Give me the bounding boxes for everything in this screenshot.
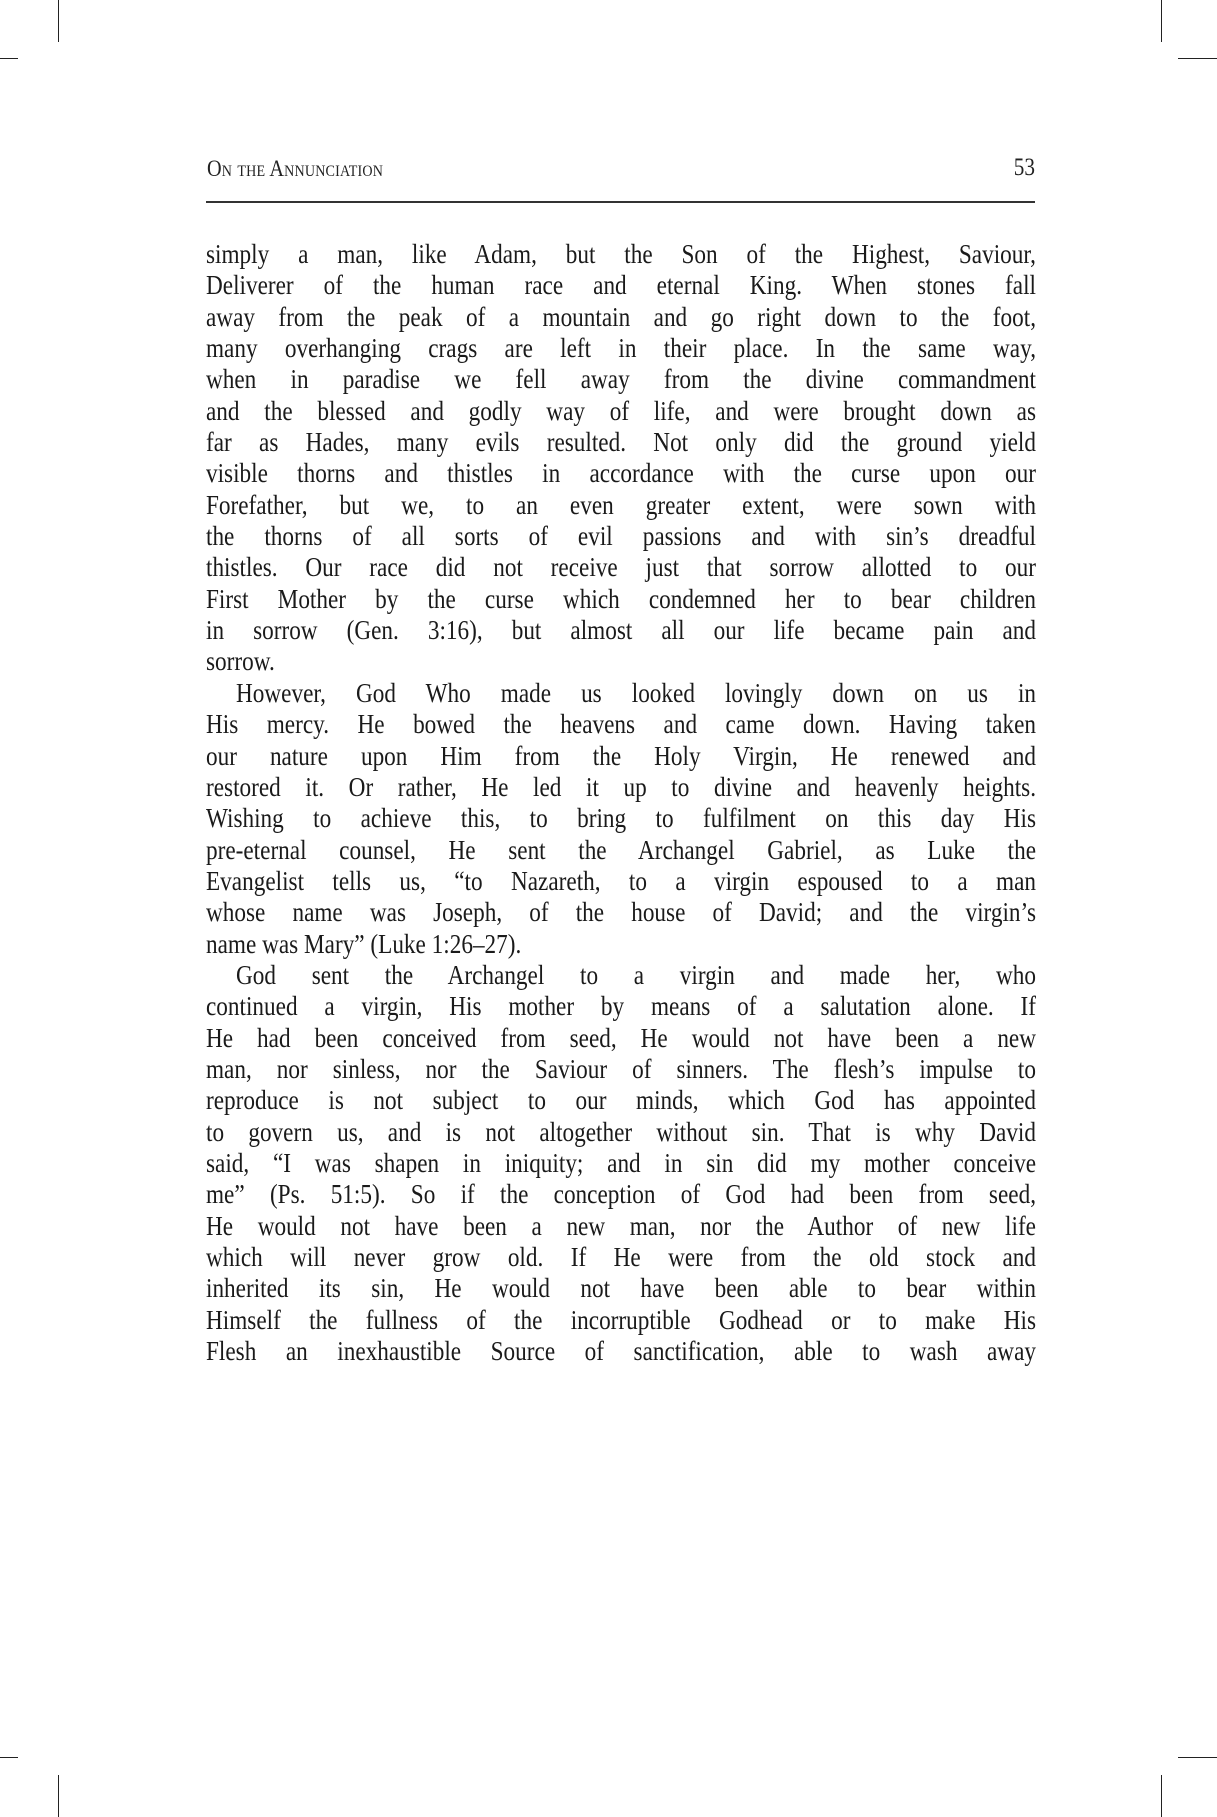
text-line-content: sorrow. <box>206 646 275 677</box>
crop-mark-top-left-horizontal <box>0 58 18 59</box>
text-line-content: inherited its sin, He would not have been able to bear within <box>206 1273 1036 1304</box>
text-line <box>206 1211 1036 1242</box>
text-line-content: whose name was Joseph, of the house of David; and the virgin’s <box>206 897 1036 928</box>
text-line <box>206 521 1036 552</box>
text-line-content: away from the peak of a mountain and go right down to the foot, <box>206 301 1037 332</box>
text-line-content: man, nor sinless, nor the Saviour of sinners. The flesh’s impulse to <box>206 1053 1037 1084</box>
crop-mark-bottom-left-vertical <box>58 1775 59 1817</box>
text-line-content: His mercy. He bowed the heavens and came down. Having taken <box>206 709 1037 740</box>
text-line <box>206 678 1036 709</box>
text-line <box>206 552 1036 583</box>
text-line <box>206 270 1036 301</box>
text-line <box>206 333 1036 364</box>
text-line <box>206 741 1036 772</box>
text-line <box>206 1117 1036 1148</box>
text-line-content: Himself the fullness of the incorruptible Godhead or to make His <box>206 1304 1036 1335</box>
crop-mark-bottom-left-horizontal <box>0 1757 18 1758</box>
text-line-content: which will never grow old. If He were from the old stock and <box>206 1242 1037 1272</box>
crop-mark-top-left-vertical <box>58 0 59 42</box>
text-line <box>206 615 1036 646</box>
text-line <box>206 929 1036 960</box>
text-line-content: me” (Ps. 51:5). So if the conception of God had been from seed, <box>206 1179 1037 1210</box>
text-line-content: our nature upon Him from the Holy Virgin, He renewed and <box>206 740 1036 771</box>
text-line-content: thistles. Our race did not receive just that sorrow allotted to our <box>206 552 1036 583</box>
text-line <box>206 803 1036 834</box>
text-line <box>206 897 1036 928</box>
text-line <box>206 866 1036 897</box>
text-line <box>206 835 1036 866</box>
body-text <box>206 239 1036 1367</box>
text-line-content: to govern us, and is not altogether without sin. That is why David <box>206 1116 1037 1147</box>
page-number: 53 <box>1013 154 1035 181</box>
text-line <box>206 427 1036 458</box>
text-line <box>206 1148 1036 1179</box>
text-line <box>206 1336 1036 1367</box>
text-line <box>206 1242 1036 1273</box>
text-line-content: and the blessed and godly way of life, and were brought down as <box>206 395 1036 426</box>
text-line-content: name was Mary” (Luke 1:26–27). <box>206 928 522 959</box>
text-line-content: He would not have been a new man, nor the Author of new life <box>206 1210 1036 1241</box>
text-line-content: Evangelist tells us, “to Nazareth, to a virgin espoused to a man <box>206 865 1036 896</box>
text-line-content: However, God Who made us looked lovingly down on us in <box>236 677 1037 708</box>
text-line <box>206 302 1036 333</box>
text-line-content: in sorrow (Gen. 3:16), but almost all our life became pain and <box>206 615 1036 646</box>
crop-mark-bottom-right-vertical <box>1161 1775 1162 1817</box>
text-line-content: Wishing to achieve this, to bring to fulfilment on this day His <box>206 803 1036 834</box>
running-title: On the Annunciation <box>207 156 384 181</box>
text-line <box>206 1054 1036 1085</box>
text-line-content: many overhanging crags are left in their place. In the same way, <box>206 333 1037 364</box>
text-line-content: reproduce is not subject to our minds, which God has appointed <box>206 1085 1037 1116</box>
running-head <box>207 152 1035 188</box>
text-line-content: simply a man, like Adam, but the Son of the Highest, Saviour, <box>206 239 1036 269</box>
crop-mark-top-right-horizontal <box>1178 58 1217 59</box>
text-line-content: visible thorns and thistles in accordance with the curse upon our <box>206 458 1037 489</box>
text-line <box>206 239 1036 270</box>
text-line <box>206 1305 1036 1336</box>
text-line-content: continued a virgin, His mother by means of a salutation alone. If <box>206 991 1036 1022</box>
text-line <box>206 646 1036 677</box>
text-line-content: Deliverer of the human race and eternal King. When stones fall <box>206 270 1037 301</box>
text-line <box>206 490 1036 521</box>
text-line <box>206 709 1036 740</box>
text-line-content: Flesh an inexhaustible Source of sanctification, able to wash away <box>206 1336 1037 1367</box>
text-line-content: First Mother by the curse which condemned her to bear children <box>206 583 1036 614</box>
text-line <box>206 1085 1036 1116</box>
text-line-content: restored it. Or rather, He led it up to divine and heavenly heights. <box>206 771 1037 802</box>
text-line <box>206 960 1036 991</box>
text-line <box>206 364 1036 395</box>
crop-mark-bottom-right-horizontal <box>1178 1757 1217 1758</box>
text-line-content: God sent the Archangel to a virgin and made her, who <box>236 959 1036 990</box>
text-line-content: the thorns of all sorts of evil passions and with sin’s dreadful <box>206 521 1036 552</box>
text-line-content: far as Hades, many evils resulted. Not only did the ground yield <box>206 427 1036 458</box>
crop-mark-top-right-vertical <box>1161 0 1162 42</box>
text-line-content: said, “I was shapen in iniquity; and in sin did my mother conceive <box>206 1147 1037 1178</box>
header-rule <box>206 201 1035 203</box>
text-line-content: when in paradise we fell away from the divine commandment <box>206 364 1037 395</box>
text-line <box>206 1273 1036 1304</box>
text-line-content: He had been conceived from seed, He would not have been a new <box>206 1022 1037 1053</box>
text-line <box>206 396 1036 427</box>
text-line <box>206 772 1036 803</box>
text-line <box>206 1179 1036 1210</box>
text-line <box>206 1023 1036 1054</box>
text-line-content: pre-eternal counsel, He sent the Archangel Gabriel, as Luke the <box>206 834 1037 865</box>
text-line-content: Forefather, but we, to an even greater extent, were sown with <box>206 489 1037 520</box>
text-line <box>206 991 1036 1022</box>
text-line <box>206 458 1036 489</box>
text-line <box>206 584 1036 615</box>
